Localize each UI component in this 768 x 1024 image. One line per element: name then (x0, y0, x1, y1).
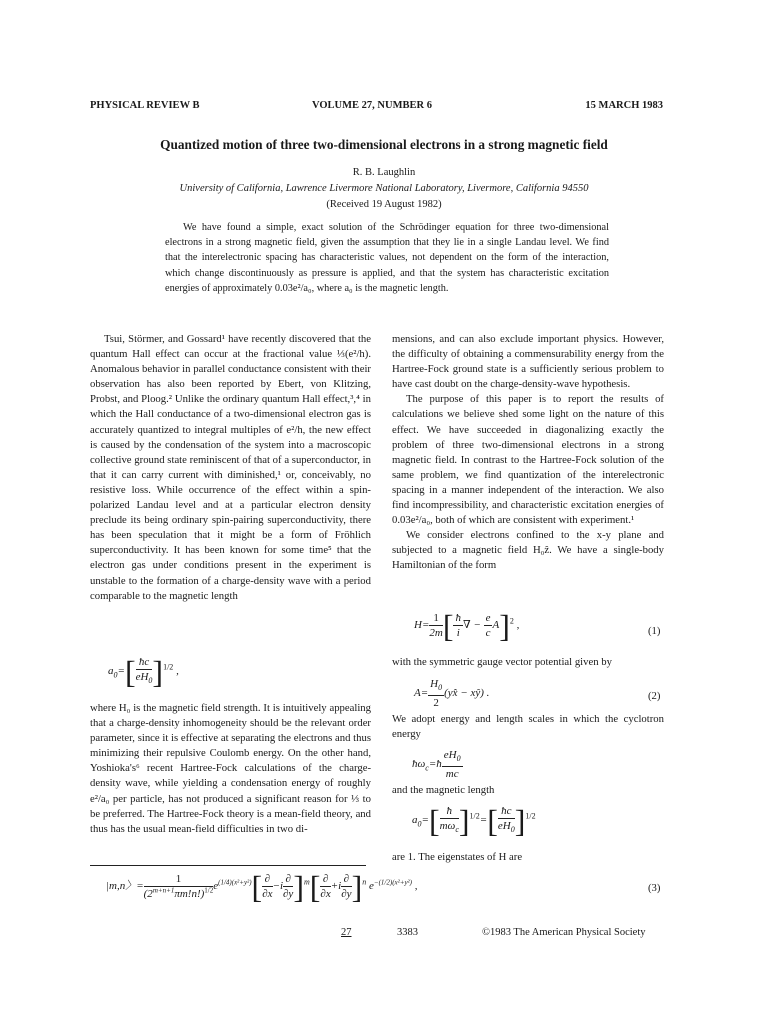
footnote-rule (90, 865, 366, 866)
left-column-p1 (90, 332, 371, 604)
paragraph: We consider electrons confined to the x-y plane and subjected to a magnetic field H₀ẑ. We have a single-body Hamiltonian of the form (392, 529, 664, 572)
equation-1-hamiltonian: H= $\frac{1}{2m}$ [ $\frac{ħ}{i}$ ∇ − $\frac{e}{c}$ A]$^2$ , (414, 607, 520, 644)
affiliation: University of California, Lawrence Livermore National Laboratory, Livermore, California 94550 (179, 183, 589, 194)
paragraph: are 1. The eigenstates of H are (392, 851, 523, 863)
right-column-p4 (392, 655, 664, 670)
paragraph: and the magnetic length (392, 784, 495, 796)
right-column-p5 (392, 712, 664, 742)
equation-magnetic-length-units: $a_0=$[ $\frac{ħ}{m\omega_c}$ ]$^{1/2}$=[ $\frac{ħc}{eH_0}$ ]$^{1/2}$ (412, 802, 536, 839)
author: R. B. Laughlin (352, 167, 416, 178)
paper-title: Quantized motion of three two-dimensional electrons in a strong magnetic field (160, 137, 608, 152)
paragraph: where H₀ is the magnetic field strength. It is intuitively appealing that a charge-density inhomogeneity should be the relevant order parameter, since it is effective at separating the electrons and thus minimizing their repulsive Coulomb energy. On the other hand, Yoshioka's⁶ recent Hartree-Fock calculations of the charge-density wave, while yielding a condensation energy of roughly e²/a₀ per particle, has not produced a significant reason for ⅓ to be preferred. The Hartree-Fock theory is a mean-field theory, and thus has the usual mean-field difficulties in two di- (90, 702, 371, 835)
footer-volume: 27 (341, 927, 352, 938)
journal-name: PHYSICAL REVIEW B (90, 100, 200, 111)
equation-2-number: (2) (648, 690, 661, 702)
equation-cyclotron-energy: $ħ\omega_c=ħ$ $\frac{eH_0}{mc}$ (412, 749, 461, 781)
issue-date: 15 MARCH 1983 (585, 100, 663, 111)
equation-magnetic-length: $a_0=$[ $\frac{ħc}{eH_0}$ ]$^{1/2}$ , (108, 653, 179, 690)
paragraph: Tsui, Störmer, and Gossard¹ have recently discovered that the quantum Hall effect can occur at the fractional value ⅓(e²/h). Anomalous behavior in parallel conductance consistent with their observation has also been reported by Ebert, von Klitzing, Probst, and Ploog.² Unlike the ordinary quantum Hall effect,³,⁴ in which the Hall conductance of a two-dimensional electron gas is accurately quantized to integral multiples of e²/h, the new effect is caused by the condensation of the system into a macroscopic collective ground state reminiscent of that of a superconductor, in that it can carry current with diminished,¹ or, conceivably, no resistive loss. While occurrence of the effect within a spin-polarized Landau level and at a particular electron density preclude its being ordinary spin-pairing superconductivity, there has been speculation that it might be a form of Fröhlich superconductivity. It has been known for some time⁵ that the electron gas under conditions present in the experiment is unstable to the formation of a charge-density wave with a period comparable to the magnetic length (90, 333, 371, 602)
footer-page-number: 3383 (397, 927, 418, 938)
received-date: (Received 19 August 1982) (326, 199, 442, 210)
footer-copyright: ©1983 The American Physical Society (482, 927, 646, 938)
paragraph: We adopt energy and length scales in which the cyclotron energy (392, 713, 664, 741)
paragraph: mensions, and can also exclude important physics. However, the difficulty of obtaining a commensurability energy from the Hartree-Fock ground state is a sufficiently serious problem to have cast doubt on the charge-density-wave hypothesis. (392, 333, 664, 391)
volume-number: VOLUME 27, NUMBER 6 (312, 100, 432, 111)
paragraph: The purpose of this paper is to report the results of calculations we believe shed some light on the nature of this effect. We have succeeded in diagonalizing exactly the problem of three two-dimensional electrons in a strong magnetic field. In contrast to the Hartree-Fock solution of the same problem, we find quantization of the interelectronic spacing in a manner independent of the interaction. We also find incompressibility, and characteristic excitation energies of 0.03e²/a₀, both of which are consistent with experiment.¹ (392, 393, 664, 527)
paragraph: with the symmetric gauge vector potential given by (392, 656, 612, 668)
right-column-p6 (392, 783, 664, 798)
equation-1-number: (1) (648, 625, 661, 637)
equation-2-vector-potential: A= $\frac{H_0}{2}$ (yx̂ − xŷ) . (414, 678, 490, 710)
left-column-p2 (90, 701, 371, 837)
right-column-p7 (392, 850, 664, 865)
right-column-p1 (392, 332, 664, 574)
equation-3-eigenstates: |m,n〉= $\frac{1}{(2^{m+n+1}\pi m!n!)^{1/2}}$ $e^{(1/4)(x^2+y^2)}$[ $\frac{\partial}{\partial x}$ −i $\frac{\partial}{\partial y}$ ]$^m$[ $\frac{\partial}{\partial x}$ +i $\frac{\partial}{\partial y}$ ]$^n$ $e^{-(1/2)(x^2+y^2)}$ , (106, 868, 418, 905)
equation-3-number: (3) (648, 882, 661, 894)
abstract: We have found a simple, exact solution of the Schrödinger equation for three two-dimensional electrons in a strong magnetic field, given the assumption that they lie in a single Landau level. We find that the interelectronic spacing has characteristic values, not dependent on the form of the interaction, which change discontinuously as pressure is applied, and that the system has characteristic excitation energies of approximately 0.03e²/a₀, where a₀ is the magnetic length. (165, 222, 609, 294)
